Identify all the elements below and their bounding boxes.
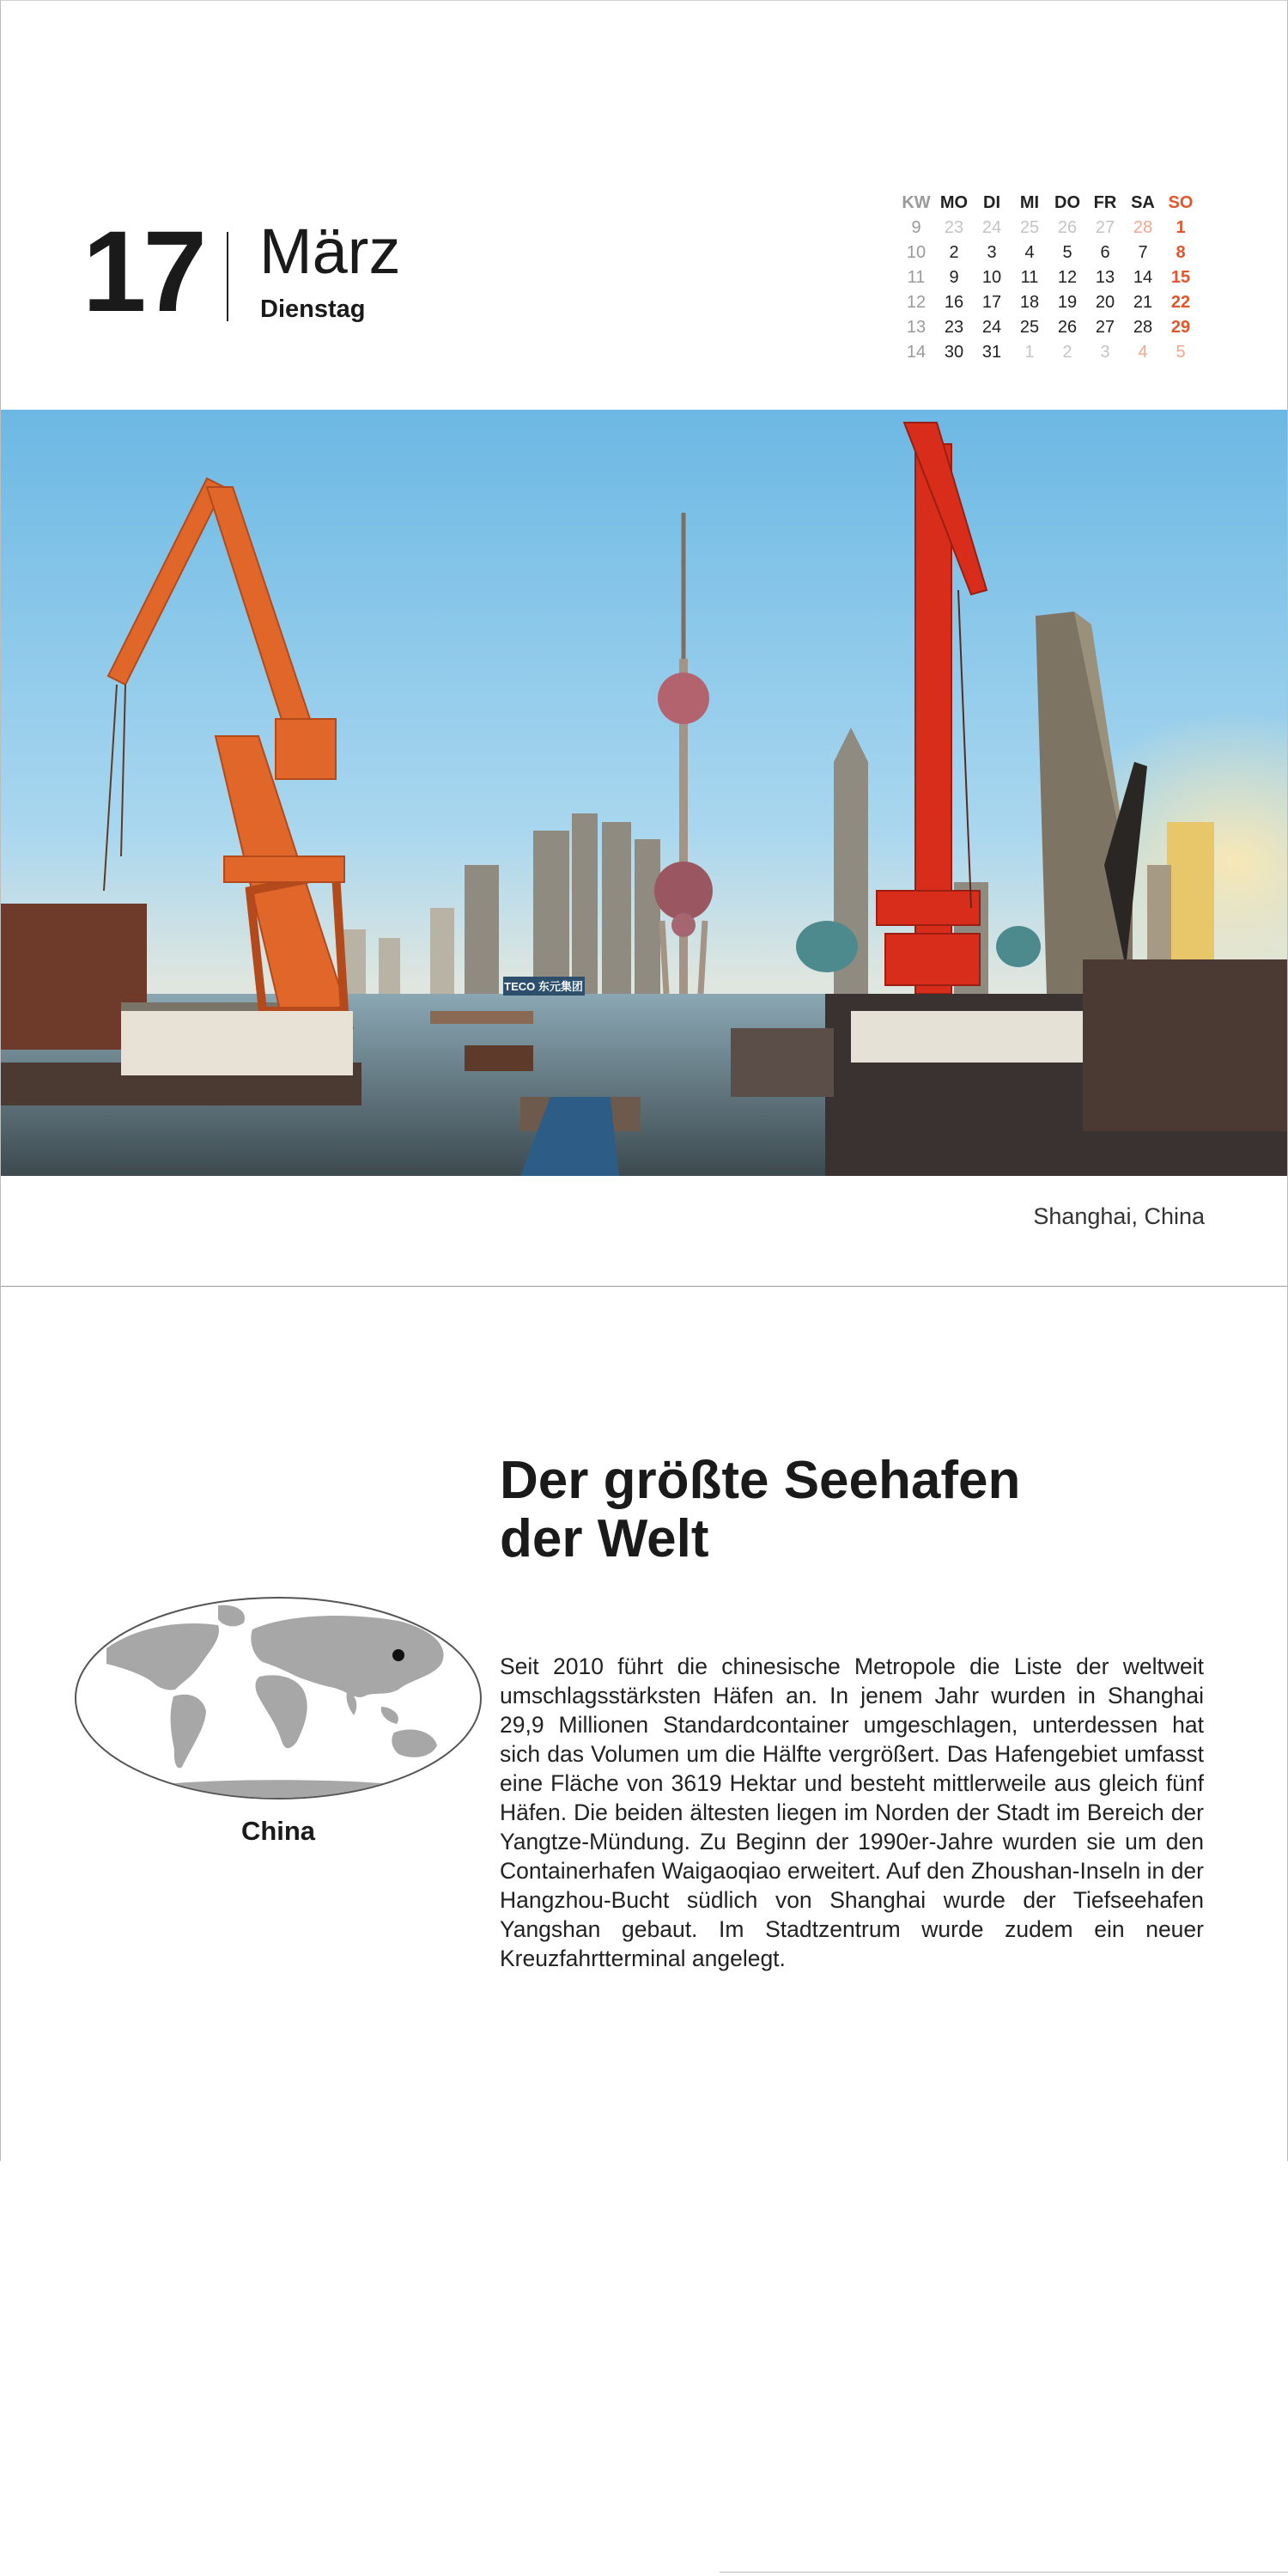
calendar-week-row [897, 241, 1200, 265]
calendar-day: 13 [1095, 268, 1115, 287]
calendar-day: 30 [944, 343, 964, 362]
calendar-header-do: DO [1054, 193, 1080, 212]
calendar-day: 3 [987, 243, 997, 262]
calendar-week-row [897, 216, 1200, 241]
calendar-week-number: 11 [907, 268, 926, 287]
calendar-day: 14 [1133, 268, 1153, 287]
calendar-day: 5 [1176, 343, 1186, 362]
calendar-header-so: SO [1168, 193, 1194, 212]
calendar-day: 25 [1019, 218, 1040, 237]
calendar-day: 10 [981, 268, 1002, 287]
calendar-header-sa: SA [1131, 193, 1155, 212]
calendar-day: 9 [949, 268, 959, 287]
location-marker-icon [392, 1649, 404, 1661]
calendar-day: 1 [1176, 218, 1186, 237]
calendar-day: 11 [1020, 268, 1039, 287]
calendar-header-mo: MO [939, 193, 969, 212]
calendar-day: 2 [1062, 343, 1072, 362]
calendar-day: 15 [1170, 268, 1191, 287]
calendar-week-number: 12 [906, 293, 927, 312]
page-edge-line [720, 2572, 1288, 2573]
calendar-header-mi: MI [1019, 193, 1040, 212]
calendar-day: 12 [1057, 268, 1078, 287]
map-label: China [240, 1816, 316, 1846]
calendar-day: 27 [1095, 318, 1115, 337]
calendar-day: 6 [1100, 243, 1110, 262]
calendar-week-number: 13 [906, 318, 927, 337]
calendar-day: 24 [981, 218, 1002, 237]
calendar-day: 7 [1138, 243, 1148, 262]
calendar-week-number: 9 [911, 218, 921, 237]
calendar-day: 22 [1170, 293, 1191, 312]
calendar-weeks [897, 216, 1200, 365]
month-name: März [259, 216, 401, 287]
calendar-header-kw: KW [902, 193, 931, 212]
world-map-icon [72, 1595, 484, 1801]
photo-caption: Shanghai, China [1033, 1203, 1205, 1229]
calendar-day: 29 [1170, 318, 1191, 337]
article-title-line-2: der Welt [500, 1509, 709, 1568]
weekday-name: Dienstag [260, 295, 366, 323]
calendar-day: 16 [944, 293, 964, 312]
calendar-day: 28 [1133, 218, 1153, 237]
calendar-day: 24 [981, 318, 1002, 337]
shanghai-harbor-photo [1, 410, 1287, 1176]
calendar-day: 28 [1133, 318, 1153, 337]
calendar-day: 4 [1138, 343, 1148, 362]
calendar-day: 8 [1176, 243, 1186, 262]
day-number: 17 [82, 208, 204, 336]
calendar-header-fr: FR [1093, 193, 1117, 212]
article-title-line-1: Der größte Seehafen [500, 1451, 1021, 1510]
calendar-week-row [897, 290, 1200, 315]
calendar-week-number: 14 [906, 343, 927, 362]
calendar-day: 31 [981, 343, 1002, 362]
date-divider [227, 232, 228, 321]
calendar-header-di: DI [983, 193, 1000, 212]
calendar-day: 5 [1062, 243, 1072, 262]
calendar-week-row [897, 315, 1200, 340]
article-body: Seit 2010 führt die chinesische Metropole die Liste der weltweit umschlagsstärksten Häfen an. In jenem Jahr wurden in Shanghai 29,9 Millionen Standardcontainer umgeschlagen, unterdessen hat sich das Volumen um die Hälfte vergrößert. Das Hafengebiet umfasst eine Fläche von 3619 Hektar und besteht mittlerweile aus gleich fünf Häfen. Die beiden ältesten liegen im Norden der Stadt im Bereich der Yangtze-Mündung. Zu Beginn der 1990er-Jahre wurden sie um den Containerhafen Waigaoqiao erweitert. Auf den Zhoushan-Inseln in der Hangzhou-Bucht südlich von Shanghai wurde der Tiefseehafen Yangshan gebaut. Im Stadtzentrum wurde zudem ein neuer Kreuzfahrtterminal angelegt. [500, 1653, 1204, 1971]
calendar-day: 23 [944, 318, 964, 337]
calendar-header-row [897, 191, 1200, 216]
calendar-day: 26 [1057, 218, 1078, 237]
calendar-day: 2 [949, 243, 959, 262]
calendar-day: 1 [1024, 343, 1035, 362]
article-title [500, 1452, 1204, 1568]
calendar-day: 4 [1024, 243, 1035, 262]
calendar-day: 20 [1095, 293, 1115, 312]
mini-calendar [897, 191, 1200, 365]
calendar-week-row [897, 265, 1200, 290]
calendar-day: 26 [1057, 318, 1078, 337]
calendar-day: 25 [1019, 318, 1040, 337]
calendar-week-row [897, 340, 1200, 365]
calendar-day: 23 [944, 218, 964, 237]
calendar-day: 18 [1019, 293, 1040, 312]
calendar-week-number: 10 [906, 243, 927, 262]
calendar-day: 17 [981, 293, 1002, 312]
calendar-day: 19 [1057, 293, 1078, 312]
calendar-day: 27 [1095, 218, 1115, 237]
teco-sign: TECO 东元集团 [504, 980, 583, 993]
calendar-day: 3 [1100, 343, 1110, 362]
calendar-day: 21 [1133, 293, 1153, 312]
